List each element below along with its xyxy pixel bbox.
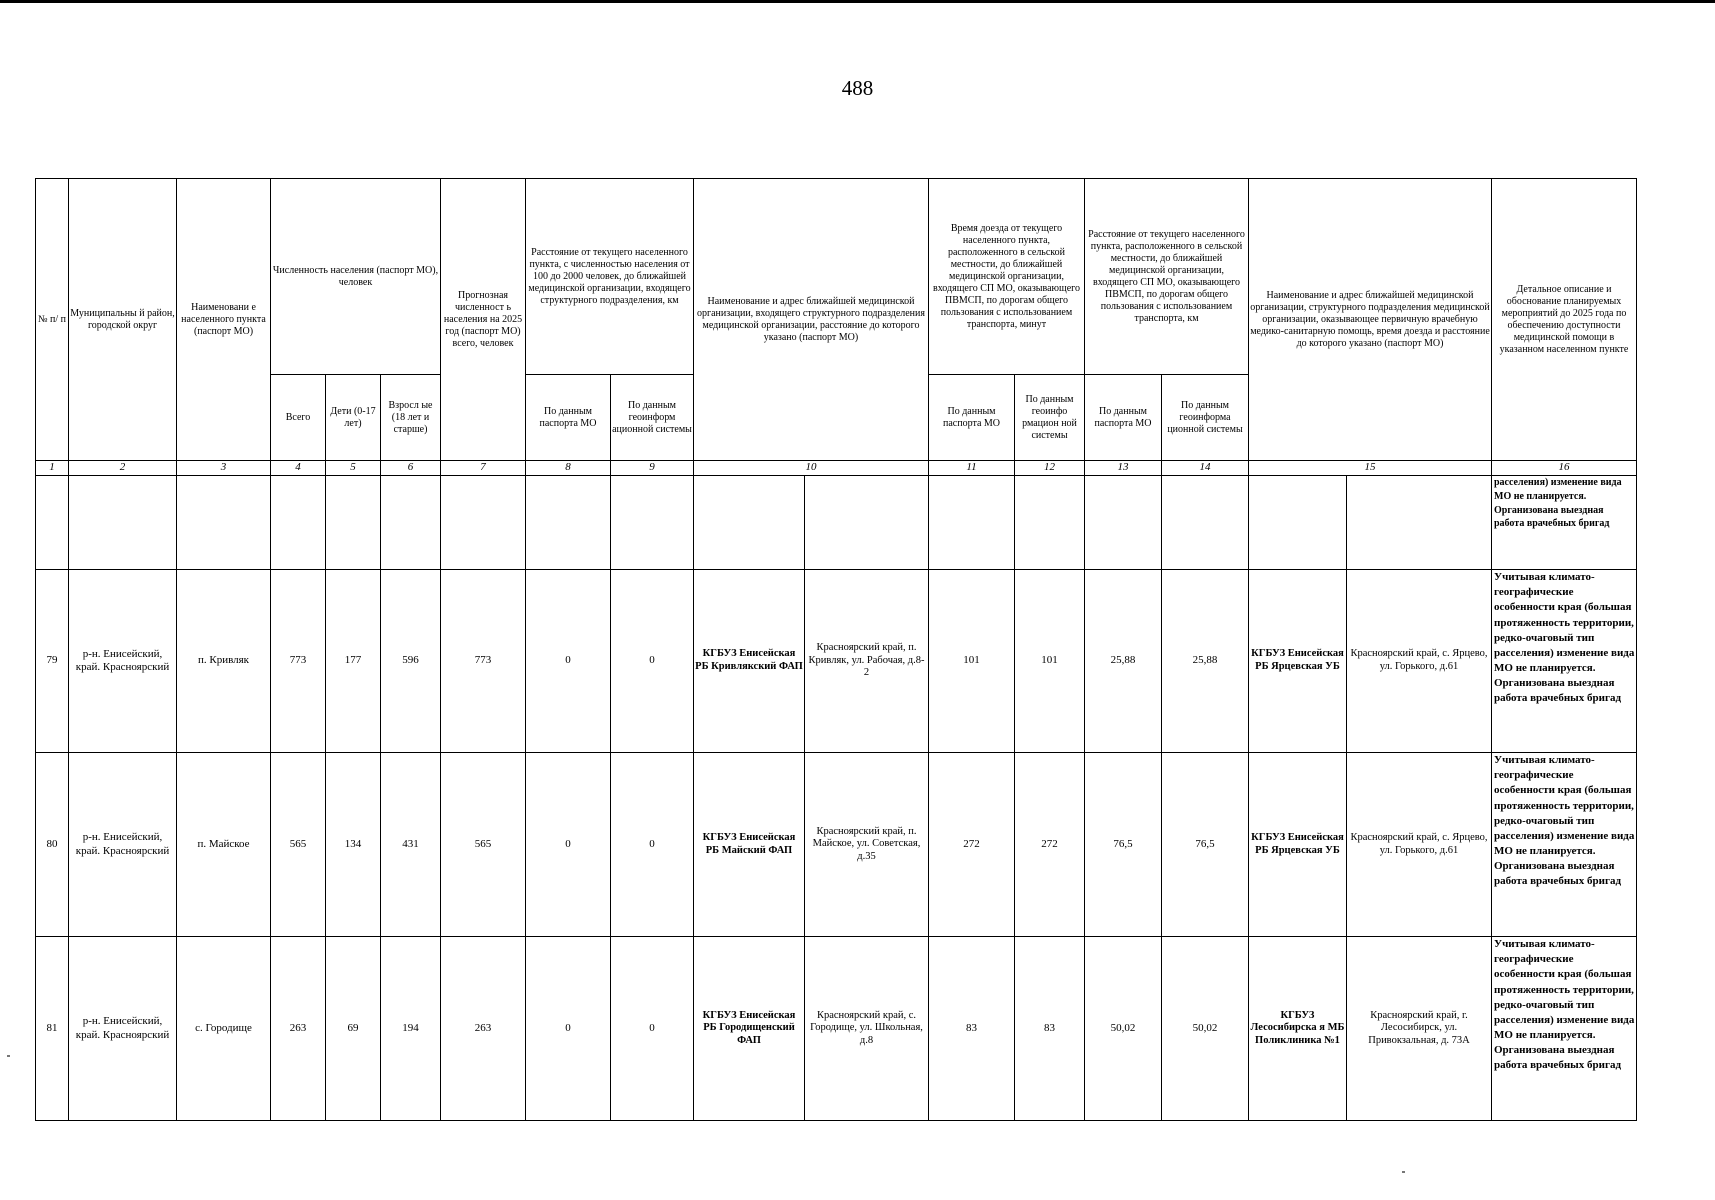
distance-passport: 0	[526, 753, 611, 937]
row-number: 80	[36, 753, 69, 937]
scan-speck	[1402, 1171, 1405, 1173]
top-border-line	[0, 0, 1715, 3]
column-number: 6	[381, 461, 441, 476]
column-number: 4	[271, 461, 326, 476]
medical-access-table	[35, 178, 1637, 1121]
distance-gis: 0	[611, 570, 694, 753]
district-cell: р-н. Енисейский, край. Красноярский	[69, 753, 177, 937]
row-number: 79	[36, 570, 69, 753]
org-name: КГБУЗ Енисейская РБ Майский ФАП	[694, 753, 805, 937]
row-number: 81	[36, 937, 69, 1121]
pvmsp-name: КГБУЗ Енисейская РБ Ярцевская УБ	[1249, 570, 1347, 753]
header-col-15: Наименование и адрес ближайшей медицинской организации, структурного подразделения медицинской организации, оказывающее первичную врачебную медико-санитарную помощь, время доезда и расстояние до которого указано (паспорт МО)	[1249, 179, 1492, 461]
header-col-10: Наименование и адрес ближайшей медицинской организации, входящего структурного подразделения медицинской организации, расстояние до которого указано (паспорт МО)	[694, 179, 929, 461]
page-number: 488	[841, 76, 874, 100]
population-total: 263	[271, 937, 326, 1121]
org-name: КГБУЗ Енисейская РБ Кривлякский ФАП	[694, 570, 805, 753]
column-number: 1	[36, 461, 69, 476]
column-number: 11	[929, 461, 1015, 476]
distance-passport: 0	[526, 570, 611, 753]
org-name: КГБУЗ Енисейская РБ Городищенский ФАП	[694, 937, 805, 1121]
column-number: 15	[1249, 461, 1492, 476]
column-number-row	[36, 461, 1637, 476]
description-cell: Учитывая климато-географические особенности края (большая протяженность территории, редко-очаговый тип расселения) изменение вида МО не планируется. Организована выездная работа врачебных бригад	[1492, 937, 1637, 1121]
header-col-8: По данным паспорта МО	[526, 375, 611, 461]
header-col-5: Дети (0-17 лет)	[326, 375, 381, 461]
time-passport: 101	[929, 570, 1015, 753]
population-total: 565	[271, 753, 326, 937]
table-row	[36, 937, 1637, 1121]
org-address: Красноярский край, п. Кривляк, ул. Рабочая, д.8-2	[805, 570, 929, 753]
pvmsp-address: Красноярский край, с. Ярцево, ул. Горького, д.61	[1347, 570, 1492, 753]
header-col-1: № п/ п	[36, 179, 69, 461]
table-row	[36, 753, 1637, 937]
column-number: 5	[326, 461, 381, 476]
population-adults: 194	[381, 937, 441, 1121]
distance-gis: 0	[611, 753, 694, 937]
description-cell: Учитывая климато-географические особенности края (большая протяженность территории, редко-очаговый тип расселения) изменение вида МО не планируется. Организована выездная работа врачебных бригад	[1492, 570, 1637, 753]
population-adults: 431	[381, 753, 441, 937]
header-col-3: Наименовани е населенного пункта (паспорт МО)	[177, 179, 271, 461]
column-number: 14	[1162, 461, 1249, 476]
distance-passport: 0	[526, 937, 611, 1121]
km-gis: 25,88	[1162, 570, 1249, 753]
header-col-9: По данным геоинформ ационной системы	[611, 375, 694, 461]
header-col-4: Всего	[271, 375, 326, 461]
population-children: 134	[326, 753, 381, 937]
population-forecast: 565	[441, 753, 526, 937]
header-col-12: По данным геоинфо рмацион ной системы	[1015, 375, 1085, 461]
header-col-11: По данным паспорта МО	[929, 375, 1015, 461]
column-number: 9	[611, 461, 694, 476]
header-col-16: Детальное описание и обоснование планируемых мероприятий до 2025 года по обеспечению доступности медицинской помощи в указанном населенном пункте	[1492, 179, 1637, 461]
continuation-description: расселения) изменение вида МО не планируется. Организована выездная работа врачебных бригад	[1492, 476, 1637, 570]
header-col-7: Прогнозная численност ь населения на 2025 год (паспорт МО) всего, человек	[441, 179, 526, 461]
column-number: 2	[69, 461, 177, 476]
settlement-cell: п. Майское	[177, 753, 271, 937]
km-gis: 76,5	[1162, 753, 1249, 937]
org-address: Красноярский край, п. Майское, ул. Советская, д.35	[805, 753, 929, 937]
population-forecast: 773	[441, 570, 526, 753]
pvmsp-name: КГБУЗ Енисейская РБ Ярцевская УБ	[1249, 753, 1347, 937]
pvmsp-address: Красноярский край, с. Ярцево, ул. Горького, д.61	[1347, 753, 1492, 937]
time-passport: 83	[929, 937, 1015, 1121]
header-population-group: Численность населения (паспорт МО), человек	[271, 179, 441, 375]
km-gis: 50,02	[1162, 937, 1249, 1121]
continuation-row	[36, 476, 1637, 570]
km-passport: 25,88	[1085, 570, 1162, 753]
header-col-6: Взросл ые (18 лет и старше)	[381, 375, 441, 461]
time-passport: 272	[929, 753, 1015, 937]
header-col-2: Муниципальны й район, городской округ	[69, 179, 177, 461]
column-number: 16	[1492, 461, 1637, 476]
population-adults: 596	[381, 570, 441, 753]
column-number: 8	[526, 461, 611, 476]
km-passport: 76,5	[1085, 753, 1162, 937]
time-gis: 101	[1015, 570, 1085, 753]
population-children: 177	[326, 570, 381, 753]
header-time-group: Время доезда от текущего населенного пункта, расположенного в сельской местности, до ближайшей медицинской организации, входящего СП МО, оказывающего ПВМСП, по дорогам общего пользования с использованием транспорта, минут	[929, 179, 1085, 375]
population-children: 69	[326, 937, 381, 1121]
header-distance-group: Расстояние от текущего населенного пункта, с численностью населения от 100 до 2000 человек, до ближайшей медицинской организации, входящего структурного подразделения, км	[526, 179, 694, 375]
district-cell: р-н. Енисейский, край. Красноярский	[69, 937, 177, 1121]
settlement-cell: п. Кривляк	[177, 570, 271, 753]
district-cell: р-н. Енисейский, край. Красноярский	[69, 570, 177, 753]
column-number: 3	[177, 461, 271, 476]
time-gis: 83	[1015, 937, 1085, 1121]
pvmsp-name: КГБУЗ Лесосибирска я МБ Поликлиника №1	[1249, 937, 1347, 1121]
header-col-13: По данным паспорта МО	[1085, 375, 1162, 461]
population-total: 773	[271, 570, 326, 753]
settlement-cell: с. Городище	[177, 937, 271, 1121]
table-row	[36, 570, 1637, 753]
population-forecast: 263	[441, 937, 526, 1121]
header-col-14: По данным геоинформа ционной системы	[1162, 375, 1249, 461]
pvmsp-address: Красноярский край, г. Лесосибирск, ул. Привокзальная, д. 73А	[1347, 937, 1492, 1121]
column-number: 10	[694, 461, 929, 476]
org-address: Красноярский край, с. Городище, ул. Школьная, д.8	[805, 937, 929, 1121]
time-gis: 272	[1015, 753, 1085, 937]
header-rural-distance-group: Расстояние от текущего населенного пункта, расположенного в сельской местности, до ближайшей медицинской организации, входящего СП МО, оказывающего ПВМСП, по дорогам общего пользования с использованием транспорта, км	[1085, 179, 1249, 375]
column-number: 7	[441, 461, 526, 476]
column-number: 12	[1015, 461, 1085, 476]
column-number: 13	[1085, 461, 1162, 476]
description-cell: Учитывая климато-географические особенности края (большая протяженность территории, редко-очаговый тип расселения) изменение вида МО не планируется. Организована выездная работа врачебных бригад	[1492, 753, 1637, 937]
scan-speck	[7, 1055, 10, 1057]
distance-gis: 0	[611, 937, 694, 1121]
km-passport: 50,02	[1085, 937, 1162, 1121]
